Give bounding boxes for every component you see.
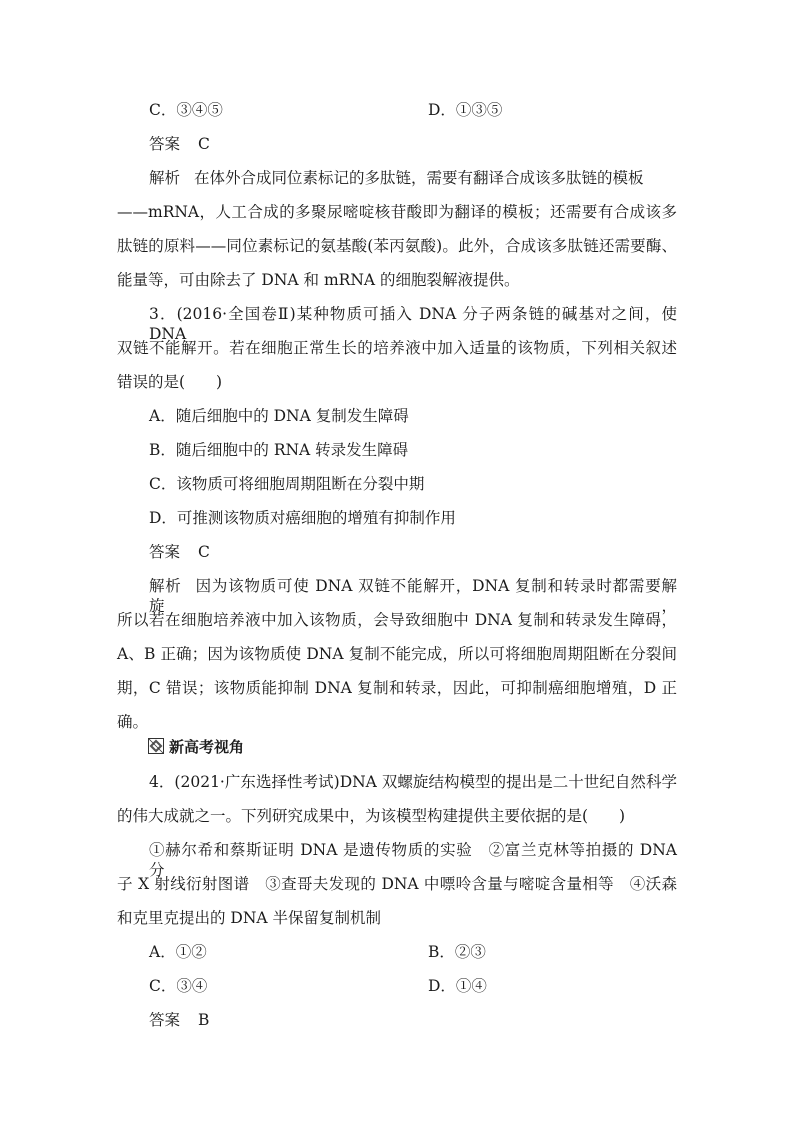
analysis-label: 解析 bbox=[149, 577, 182, 595]
answer-value: C bbox=[198, 543, 210, 561]
q3-option-c: C．该物质可将细胞周期阻断在分裂中期 bbox=[149, 475, 425, 493]
q3-option-d: D．可推测该物质对癌细胞的增殖有抑制作用 bbox=[149, 509, 456, 527]
q2-option-c: C．③④⑤ bbox=[149, 101, 223, 119]
q2-analysis-line-1: 解析 在体外合成同位素标记的多肽链，需要有翻译合成该多肽链的模板 bbox=[149, 169, 644, 187]
answer-label: 答案 bbox=[149, 543, 181, 561]
diamond-icon bbox=[148, 738, 164, 754]
answer-label: 答案 bbox=[149, 1011, 181, 1029]
q3-option-b: B．随后细胞中的 RNA 转录发生障碍 bbox=[149, 441, 409, 459]
section-title: 新高考视角 bbox=[169, 737, 245, 756]
q4-stem-line-1: 4．(2021·广东选择性考试)DNA 双螺旋结构模型的提出是二十世纪自然科学 bbox=[149, 773, 677, 791]
q3-stem-line-2: 双链不能解开。若在细胞正常生长的培养液中加入适量的该物质，下列相关叙述 bbox=[117, 339, 677, 357]
q3-analysis-line-4: 期，C 错误；该物质能抑制 DNA 复制和转录，因此，可抑制癌细胞增殖，D 正 bbox=[117, 679, 677, 697]
answer-value: B bbox=[198, 1011, 210, 1029]
q3-stem-line-1: 3．(2016·全国卷Ⅱ)某种物质可插入 DNA 分子两条链的碱基对之间，使 DNA bbox=[149, 305, 677, 343]
q3-answer bbox=[149, 542, 210, 562]
analysis-label: 解析 bbox=[149, 169, 181, 187]
q4-option-a: A．①② bbox=[149, 943, 207, 961]
answer-value: C bbox=[198, 135, 210, 153]
q3-analysis-line-2: 所以若在细胞培养液中加入该物质，会导致细胞中 DNA 复制和转录发生障碍， bbox=[117, 611, 677, 629]
q2-analysis-line-4: 能量等，可由除去了 DNA 和 mRNA 的细胞裂解液提供。 bbox=[117, 271, 520, 289]
q4-option-d: D．①④ bbox=[428, 977, 487, 995]
q3-analysis-line-1: 解析 因为该物质可使 DNA 双链不能解开，DNA 复制和转录时都需要解旋， bbox=[149, 577, 677, 615]
q2-analysis-line-2: ——mRNA，人工合成的多聚尿嘧啶核苷酸即为翻译的模板；还需要有合成该多 bbox=[117, 203, 677, 221]
q2-answer bbox=[149, 134, 210, 154]
q4-stem-line-2: 的伟大成就之一。下列研究成果中，为该模型构建提供主要依据的是( ) bbox=[117, 807, 626, 825]
q4-answer bbox=[149, 1010, 209, 1030]
q2-option-d: D．①③⑤ bbox=[428, 101, 503, 119]
section-heading bbox=[148, 736, 244, 756]
q4-statement-line-3: 和克里克提出的 DNA 半保留复制机制 bbox=[117, 909, 382, 927]
q3-analysis-line-5: 确。 bbox=[117, 713, 149, 731]
q3-analysis-line-3: A、B 正确；因为该物质使 DNA 复制不能完成，所以可将细胞周期阻断在分裂间 bbox=[117, 645, 677, 663]
q4-option-b: B．②③ bbox=[428, 943, 486, 961]
q3-stem-line-3: 错误的是( ) bbox=[117, 373, 223, 391]
q4-statement-line-1: ①赫尔希和蔡斯证明 DNA 是遗传物质的实验 ②富兰克林等拍摄的 DNA 分 bbox=[149, 841, 677, 879]
answer-label: 答案 bbox=[149, 135, 181, 153]
q2-analysis-line-3: 肽链的原料——同位素标记的氨基酸(苯丙氨酸)。此外，合成该多肽链还需要酶、 bbox=[117, 237, 677, 255]
q4-statement-line-2: 子 X 射线衍射图谱 ③查哥夫发现的 DNA 中嘌呤含量与嘧啶含量相等 ④沃森 bbox=[117, 875, 677, 893]
q3-option-a: A．随后细胞中的 DNA 复制发生障碍 bbox=[149, 407, 409, 425]
q4-option-c: C．③④ bbox=[149, 977, 208, 995]
